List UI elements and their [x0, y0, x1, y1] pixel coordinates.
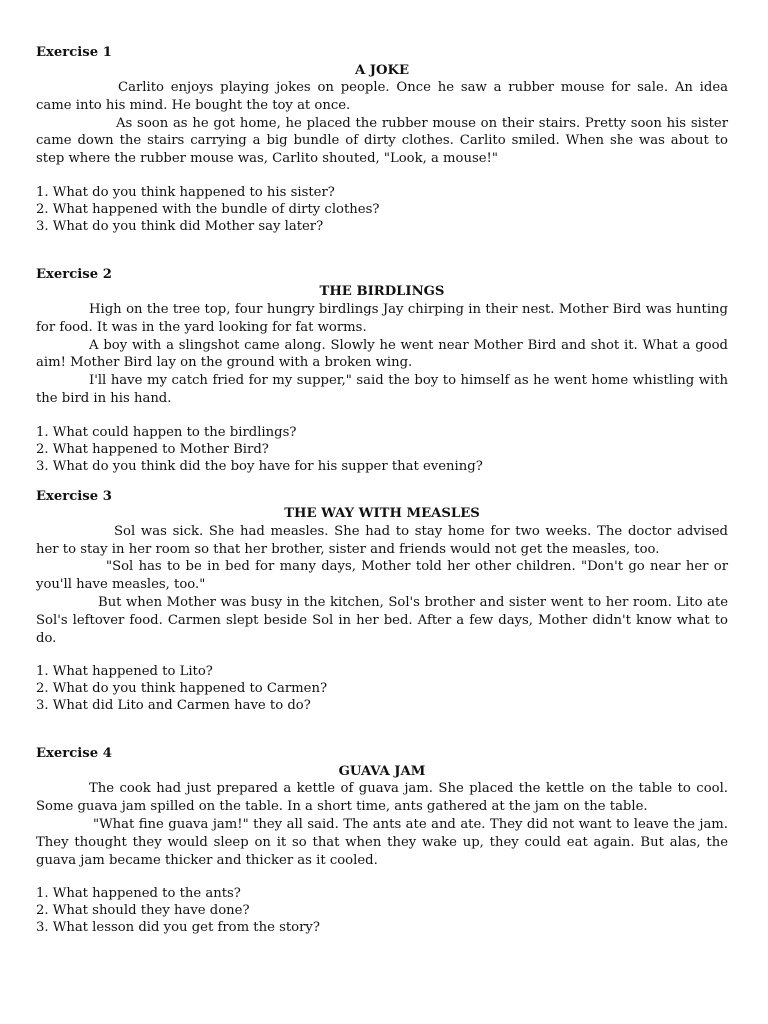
story-paragraph: A boy with a slingshot came along. Slowly he went near Mother Bird and shot it. What a good aim! Mother Bird lay on the ground with a broken wing.	[36, 337, 728, 371]
story-paragraph: Carlito enjoys playing jokes on people. Once he saw a rubber mouse for sale. An idea came into his mind. He bought the toy at once.	[36, 80, 728, 113]
story-title: THE WAY WITH MEASLES	[284, 506, 480, 522]
exercise-label: Exercise 2	[36, 266, 112, 282]
story-paragraph: High on the tree top, four hungry birdlings Jay chirping in their nest. Mother Bird was hunting for food. It was in the yard looking for fat worms.	[36, 301, 728, 335]
story-paragraph: "What fine guava jam!" they all said. The ants ate and ate. They did not want to leave the jam. They thought they would sleep on it so that when they wake up, they could eat again. But alas, the guava jam became thicker and thicker as it cooled.	[36, 816, 728, 868]
story-title: A JOKE	[354, 62, 410, 78]
exercise-2	[36, 266, 728, 475]
question-item: 3. What do you think did the boy have for his supper that evening?	[36, 458, 483, 474]
question-item: 2. What do you think happened to Carmen?	[36, 681, 328, 697]
exercise-label: Exercise 3	[36, 488, 112, 504]
question-item: 3. What lesson did you get from the story?	[36, 920, 320, 936]
story-paragraph: "Sol has to be in bed for many days, Mother told her other children. "Don't go near her or you'll have measles, too."	[36, 559, 728, 593]
question-item: 2. What should they have done?	[36, 903, 250, 919]
story-title: GUAVA JAM	[338, 763, 426, 779]
story-paragraph: The cook had just prepared a kettle of guava jam. She placed the kettle on the table to cool. Some guava jam spilled on the table. In a short time, ants gathered at the jam on the table.	[36, 781, 728, 815]
worksheet	[36, 44, 728, 936]
question-list	[36, 885, 728, 936]
story-paragraph: As soon as he got home, he placed the rubber mouse on their stairs. Pretty soon his sister came down the stairs carrying a big bundle of dirty clothes. Carlito smiled. When she was about to step where the rubber mouse was, Carlito shouted, "Look, a mouse!"	[36, 115, 728, 167]
story-paragraph: But when Mother was busy in the kitchen, Sol's brother and sister went to her room. Lito ate Sol's leftover food. Carmen slept beside Sol in her bed. After a few days, Mother didn't know what to do.	[36, 594, 728, 646]
story-paragraph: Sol was sick. She had measles. She had to stay home for two weeks. The doctor advised her to stay in her room so that her brother, sister and friends would not get the measles, too.	[36, 523, 728, 557]
question-item: 1. What do you think happened to his sister?	[36, 184, 335, 200]
question-item: 1. What happened to Lito?	[36, 664, 213, 680]
question-item: 3. What did Lito and Carmen have to do?	[36, 698, 311, 714]
story-paragraph: I'll have my catch fried for my supper," said the boy to himself as he went home whistling with the bird in his hand.	[36, 373, 728, 406]
question-list	[36, 184, 728, 235]
question-item: 3. What do you think did Mother say later?	[36, 218, 324, 234]
question-item: 2. What happened to Mother Bird?	[36, 441, 269, 457]
exercise-label: Exercise 1	[36, 45, 112, 60]
exercise-3	[36, 488, 728, 715]
exercise-label: Exercise 4	[36, 746, 112, 762]
question-item: 1. What could happen to the birdlings?	[36, 424, 297, 440]
question-list	[36, 424, 728, 475]
question-item: 2. What happened with the bundle of dirty clothes?	[36, 201, 380, 217]
story-title: THE BIRDLINGS	[319, 284, 445, 300]
question-list	[36, 663, 728, 714]
exercise-1	[36, 44, 728, 235]
exercise-4	[36, 745, 728, 936]
question-item: 1. What happened to the ants?	[36, 886, 241, 902]
